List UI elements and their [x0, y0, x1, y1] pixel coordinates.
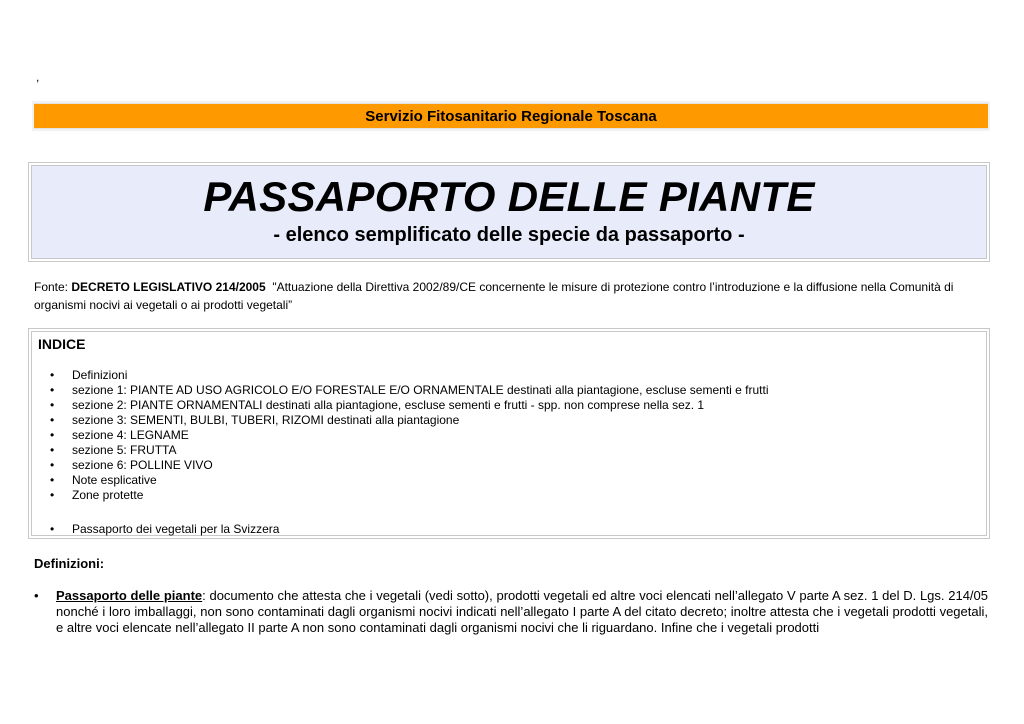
- index-item-section-2[interactable]: • sezione 2: PIANTE ORNAMENTALI destinati alla piantagione, escluse sementi e frutti - spp. non comprese nella sez. 1: [50, 398, 769, 413]
- definition-term: Passaporto delle piante: [56, 588, 203, 603]
- index-list: [50, 368, 769, 503]
- index-item-switzerland[interactable]: • Passaporto dei vegetali per la Svizzera: [50, 522, 279, 537]
- source-decree: DECRETO LEGISLATIVO 214/2005: [71, 280, 266, 294]
- index-item-notes[interactable]: • Note esplicative: [50, 473, 769, 488]
- document-subtitle: - elenco semplificato delle specie da passaporto -: [273, 224, 745, 246]
- service-header-bar: [34, 103, 988, 129]
- source-paragraph: [34, 278, 994, 314]
- title-box: [28, 162, 990, 262]
- index-item-section-1[interactable]: • sezione 1: PIANTE AD USO AGRICOLO E/O FORESTALE E/O ORNAMENTALE destinati alla piantagione, escluse sementi e frutti: [50, 383, 769, 398]
- source-text: "Attuazione della Direttiva 2002/89/CE concernente le misure di protezione contro l’introduzione e la diffusione nella Comunità di organismi nocivi ai vegetali o ai prodotti vegetali”: [34, 280, 957, 312]
- definition-text: [56, 588, 988, 636]
- index-item-section-5[interactable]: • sezione 5: FRUTTA: [50, 443, 769, 458]
- index-box-inner: [31, 331, 987, 536]
- definitions-heading: Definizioni:: [34, 556, 105, 571]
- definition-item: [34, 588, 988, 636]
- title-box-inner: [31, 165, 987, 259]
- index-item-section-4[interactable]: • sezione 4: LEGNAME: [50, 428, 769, 443]
- index-item-definitions[interactable]: • Definizioni: [50, 368, 769, 383]
- index-item-protected-zones[interactable]: • Zone protette: [50, 488, 769, 503]
- index-title: INDICE: [38, 336, 86, 352]
- index-item-section-3[interactable]: • sezione 3: SEMENTI, BULBI, TUBERI, RIZOMI destinati alla piantagione: [50, 413, 769, 428]
- source-label: Fonte:: [34, 280, 72, 294]
- document-title: PASSAPORTO DELLE PIANTE: [203, 173, 815, 220]
- index-box: [28, 328, 990, 539]
- index-item-section-6[interactable]: • sezione 6: POLLINE VIVO: [50, 458, 769, 473]
- definition-body: : documento che attesta che i vegetali (vedi sotto), prodotti vegetali ed altre voci elencati nell’allegato V parte A sez. 1 del D. Lgs. 214/05 nonché i loro imballaggi, non sono contaminati dagli organismi nocivi indicati nell’allegato I parte A del citato decreto; inoltre attesta che i vegetali prodotti vegetali, e altre voci elencate nell’allegato II parte A non sono contaminati dagli organismi nocivi che li riguardano. Infine che i vegetali prodotti: [56, 588, 988, 635]
- definition-bullet: •: [34, 588, 39, 603]
- service-name: Servizio Fitosanitario Regionale Toscana: [365, 108, 657, 125]
- stray-comma: ,: [36, 70, 40, 84]
